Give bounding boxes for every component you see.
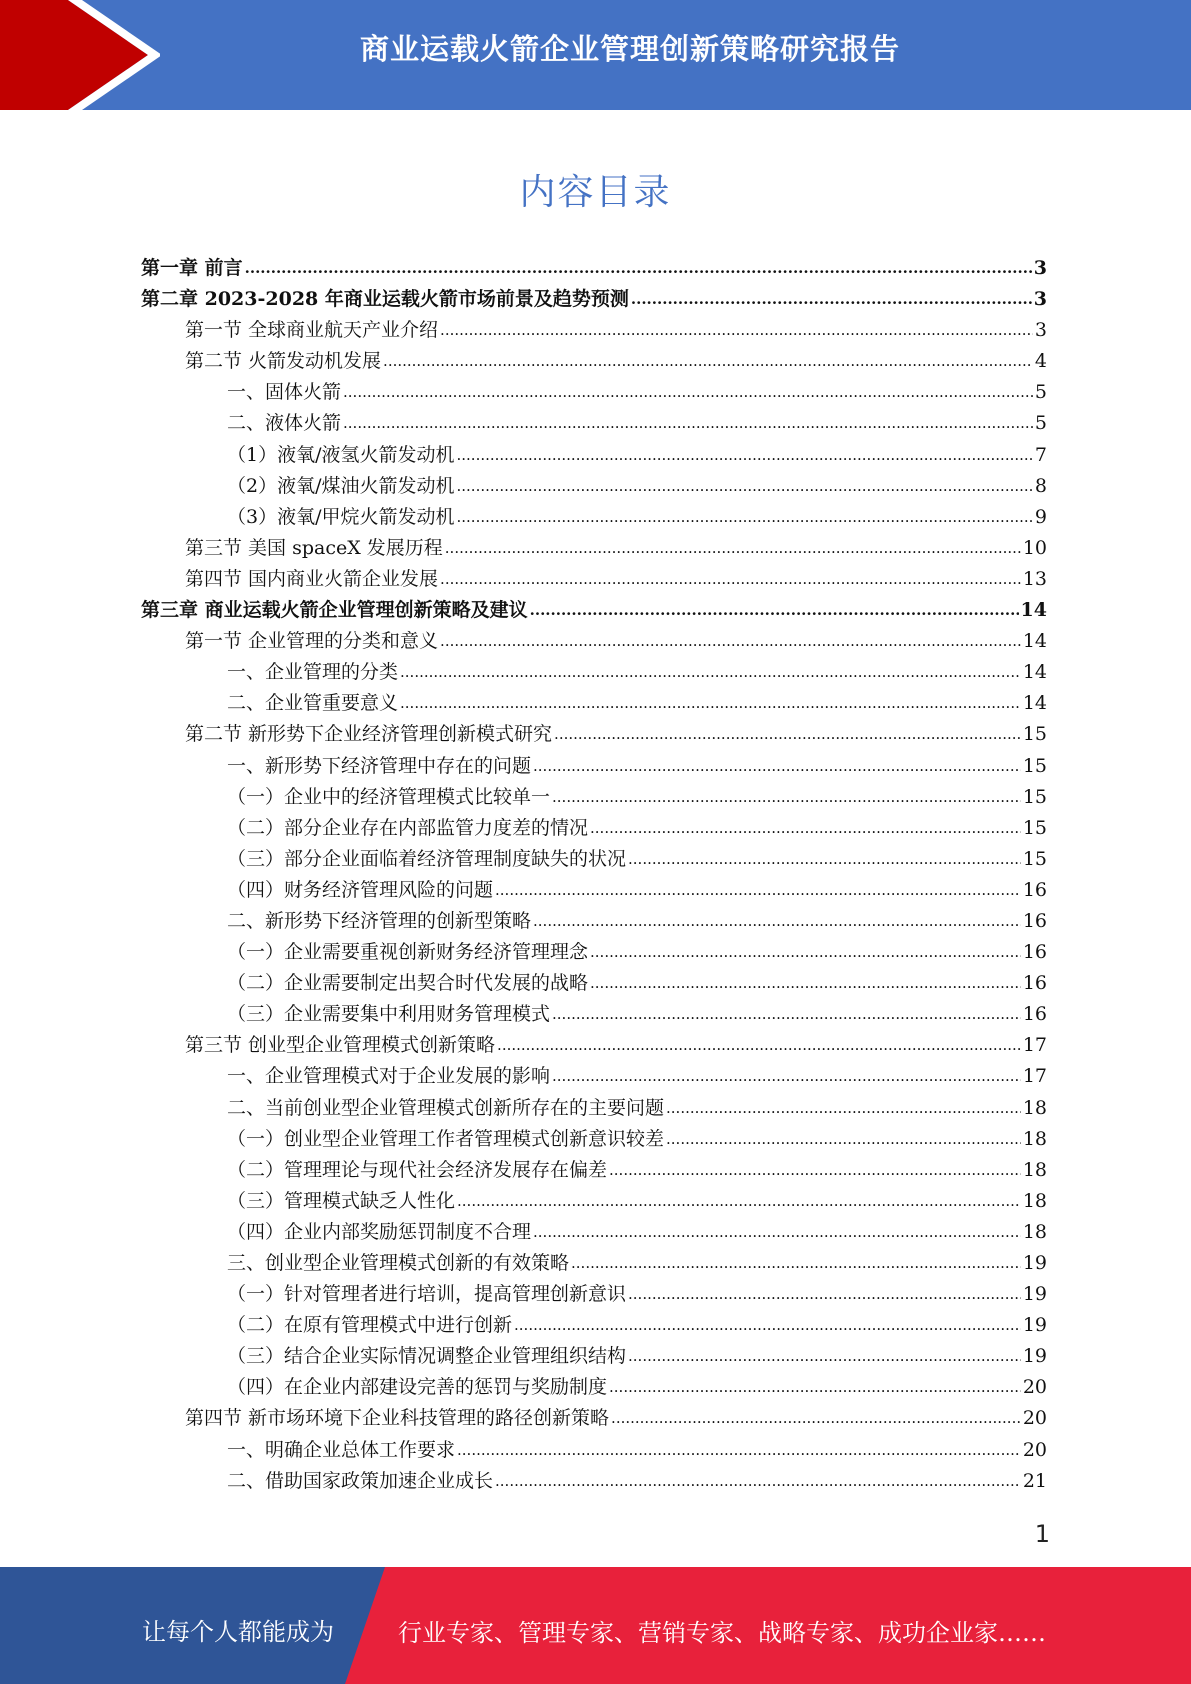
toc-entry-page: 17 [1022, 1034, 1047, 1057]
toc-dot-leader [552, 1001, 1021, 1020]
toc-entry[interactable] [141, 1217, 1047, 1248]
toc-dot-leader [495, 877, 1021, 896]
toc-entry[interactable] [141, 1093, 1047, 1124]
toc-dot-leader [609, 1157, 1021, 1176]
toc-entry-page: 18 [1022, 1096, 1047, 1119]
toc-entry-page: 5 [1034, 412, 1047, 435]
toc-dot-leader [571, 1250, 1021, 1269]
toc-entry-page: 3 [1033, 257, 1047, 279]
toc-dot-leader [666, 1095, 1021, 1114]
toc-entry-page: 20 [1022, 1438, 1047, 1461]
toc-entry[interactable] [141, 564, 1047, 595]
toc-entry[interactable] [141, 937, 1047, 968]
toc-entry-label: （一）创业型企业管理工作者管理模式创新意识较差 [227, 1127, 665, 1150]
toc-entry[interactable] [141, 719, 1047, 750]
toc-entry-page: 21 [1022, 1469, 1047, 1492]
toc-entry[interactable] [141, 253, 1047, 284]
toc-dot-leader [440, 628, 1021, 647]
red-chevron-icon [0, 0, 160, 110]
toc-dot-leader [666, 1126, 1021, 1145]
toc-entry-label: （二）在原有管理模式中进行创新 [227, 1314, 513, 1337]
toc-dot-leader [383, 348, 1033, 367]
toc-entry[interactable] [141, 968, 1047, 999]
toc-entry[interactable] [141, 1124, 1047, 1155]
toc-dot-leader [628, 846, 1021, 865]
toc-entry[interactable] [141, 688, 1047, 719]
toc-entry-label: （四）企业内部奖励惩罚制度不合理 [227, 1220, 532, 1243]
toc-entry-label: 第四节 国内商业火箭企业发展 [185, 567, 439, 590]
toc-dot-leader [445, 535, 1021, 554]
toc-dot-leader [497, 1032, 1021, 1051]
toc-entry[interactable] [141, 1061, 1047, 1092]
toc-entry-label: （一）针对管理者进行培训，提高管理创新意识 [227, 1283, 627, 1306]
toc-dot-leader [457, 442, 1033, 461]
toc-entry-label: 二、新形势下经济管理的创新型策略 [227, 909, 532, 932]
toc-entry[interactable] [141, 377, 1047, 408]
toc-entry-label: 第二章 2023-2028 年商业运载火箭市场前景及趋势预测 [141, 288, 629, 311]
toc-entry[interactable] [141, 315, 1047, 346]
toc-entry-label: （二）企业需要制定出契合时代发展的战略 [227, 972, 589, 995]
toc-dot-leader [590, 939, 1021, 958]
toc-entry-page: 7 [1034, 443, 1047, 466]
toc-entry-page: 14 [1022, 630, 1047, 653]
footer-slogan-left: 让每个人都能成为 [142, 1618, 334, 1646]
toc-entry-page: 16 [1022, 941, 1047, 964]
toc-entry-page: 15 [1022, 816, 1047, 839]
toc-entry-page: 19 [1022, 1345, 1047, 1368]
toc-entry-label: （三）结合企业实际情况调整企业管理组织结构 [227, 1345, 627, 1368]
toc-dot-leader [628, 1281, 1021, 1300]
toc-entry-label: 第一节 全球商业航天产业介绍 [185, 319, 439, 342]
toc-entry-label: （二）部分企业存在内部监管力度差的情况 [227, 816, 589, 839]
toc-entry-label: （三）管理模式缺乏人性化 [227, 1189, 456, 1212]
toc-entry-page: 4 [1034, 350, 1047, 373]
toc-dot-leader [457, 1437, 1021, 1456]
toc-dot-leader [590, 815, 1021, 834]
toc-entry-page: 19 [1022, 1314, 1047, 1337]
toc-entry-page: 15 [1022, 754, 1047, 777]
toc-entry-label: 二、液体火箭 [227, 412, 342, 435]
toc-entry-label: 第四节 新市场环境下企业科技管理的路径创新策略 [185, 1407, 610, 1430]
toc-dot-leader [343, 410, 1033, 429]
toc-dot-leader [514, 1312, 1021, 1331]
toc-entry-label: 一、固体火箭 [227, 381, 342, 404]
toc-entry-label: 第三节 创业型企业管理模式创新策略 [185, 1034, 496, 1057]
toc-entry-label: 第一章 前言 [141, 257, 243, 279]
toc-entry[interactable] [141, 1466, 1047, 1497]
toc-entry-label: （四）财务经济管理风险的问题 [227, 878, 494, 901]
toc-entry[interactable] [141, 471, 1047, 502]
toc-entry[interactable] [141, 1310, 1047, 1341]
toc-entry[interactable] [141, 1248, 1047, 1279]
toc-dot-leader [552, 784, 1021, 803]
toc-entry[interactable] [141, 1186, 1047, 1217]
toc-entry[interactable] [141, 1372, 1047, 1403]
toc-entry-label: 二、借助国家政策加速企业成长 [227, 1469, 494, 1492]
toc-entry-page: 14 [1020, 599, 1047, 622]
toc-entry-page: 16 [1022, 972, 1047, 995]
toc-entry-page: 15 [1022, 785, 1047, 808]
toc-entry-label: （三）企业需要集中利用财务管理模式 [227, 1003, 551, 1026]
toc-entry[interactable] [141, 906, 1047, 937]
header-banner [0, 0, 1191, 110]
toc-entry-label: （二）管理理论与现代社会经济发展存在偏差 [227, 1158, 608, 1181]
toc-entry-label: 第二节 火箭发动机发展 [185, 350, 382, 373]
toc-entry[interactable] [141, 782, 1047, 813]
toc-entry[interactable] [141, 657, 1047, 688]
toc-dot-leader [400, 659, 1021, 678]
toc-entry-page: 8 [1034, 474, 1047, 497]
toc-entry[interactable] [141, 999, 1047, 1030]
toc-entry-page: 18 [1022, 1127, 1047, 1150]
toc-entry[interactable] [141, 408, 1047, 439]
toc-dot-leader [457, 504, 1033, 523]
toc-entry-label: 二、当前创业型企业管理模式创新所存在的主要问题 [227, 1096, 665, 1119]
toc-entry-label: （一）企业需要重视创新财务经济管理理念 [227, 941, 589, 964]
toc-entry[interactable] [141, 1279, 1047, 1310]
toc-entry-page: 14 [1022, 661, 1047, 684]
toc-entry-page: 18 [1022, 1220, 1047, 1243]
toc-entry-label: 第三章 商业运载火箭企业管理创新策略及建议 [141, 599, 528, 622]
toc-entry[interactable] [141, 502, 1047, 533]
toc-dot-leader [554, 721, 1021, 740]
toc-entry-page: 13 [1022, 567, 1047, 590]
footer-slogan-right: 行业专家、管理专家、营销专家、战略专家、成功企业家…… [398, 1619, 1046, 1647]
footer-banner [0, 1567, 1191, 1684]
toc-entry-page: 3 [1034, 319, 1047, 342]
toc-entry-label: （1）液氧/液氢火箭发动机 [227, 443, 455, 466]
toc-dot-leader [400, 690, 1021, 709]
toc-entry-page: 20 [1022, 1407, 1047, 1430]
toc-entry[interactable] [141, 813, 1047, 844]
toc-dot-leader [533, 1219, 1021, 1238]
toc-dot-leader [611, 1405, 1021, 1424]
toc-entry-label: 一、企业管理模式对于企业发展的影响 [227, 1065, 551, 1088]
table-of-contents [141, 253, 1047, 1497]
toc-entry-page: 16 [1022, 1003, 1047, 1026]
toc-entry-label: （三）部分企业面临着经济管理制度缺失的状况 [227, 847, 627, 870]
toc-entry[interactable] [141, 875, 1047, 906]
toc-entry[interactable] [141, 595, 1047, 626]
toc-entry-page: 16 [1022, 878, 1047, 901]
toc-entry-label: （四）在企业内部建设完善的惩罚与奖励制度 [227, 1376, 608, 1399]
toc-entry-page: 10 [1022, 536, 1047, 559]
toc-entry-page: 17 [1022, 1065, 1047, 1088]
toc-dot-leader [590, 970, 1021, 989]
toc-entry-page: 9 [1034, 505, 1047, 528]
toc-entry-page: 18 [1022, 1158, 1047, 1181]
toc-entry-label: 一、企业管理的分类 [227, 661, 399, 684]
toc-entry[interactable] [141, 1341, 1047, 1372]
toc-entry-page: 16 [1022, 909, 1047, 932]
toc-entry-label: 第二节 新形势下企业经济管理创新模式研究 [185, 723, 553, 746]
toc-entry-page: 18 [1022, 1189, 1047, 1212]
toc-entry-label: 第一节 企业管理的分类和意义 [185, 630, 439, 653]
toc-entry[interactable] [141, 533, 1047, 564]
toc-entry[interactable] [141, 1403, 1047, 1434]
toc-dot-leader [343, 379, 1033, 398]
toc-heading: 内容目录 [519, 172, 672, 213]
toc-dot-leader [552, 1063, 1021, 1082]
toc-entry-label: （2）液氧/煤油火箭发动机 [227, 474, 455, 497]
toc-dot-leader [495, 1468, 1021, 1487]
toc-entry[interactable] [141, 844, 1047, 875]
toc-dot-leader [628, 1343, 1021, 1362]
toc-entry-label: 二、企业管重要意义 [227, 692, 399, 715]
toc-dot-leader [530, 597, 1019, 616]
toc-entry[interactable] [141, 1155, 1047, 1186]
toc-entry[interactable] [141, 1435, 1047, 1466]
toc-dot-leader [245, 255, 1032, 274]
toc-entry-page: 20 [1022, 1376, 1047, 1399]
toc-entry-page: 14 [1022, 692, 1047, 715]
toc-dot-leader [457, 473, 1033, 492]
toc-dot-leader [533, 908, 1021, 927]
toc-entry[interactable] [141, 1030, 1047, 1061]
toc-entry[interactable] [141, 346, 1047, 377]
toc-entry[interactable] [141, 284, 1047, 315]
toc-dot-leader [457, 1188, 1021, 1207]
page-number: 1 [1034, 1520, 1050, 1548]
report-title: 商业运载火箭企业管理创新策略研究报告 [359, 32, 900, 66]
toc-entry-page: 3 [1033, 288, 1047, 311]
toc-entry-page: 19 [1022, 1283, 1047, 1306]
toc-entry-label: 第三节 美国 spaceX 发展历程 [185, 536, 443, 559]
toc-entry-page: 15 [1022, 847, 1047, 870]
toc-entry-label: （一）企业中的经济管理模式比较单一 [227, 785, 551, 808]
toc-dot-leader [440, 317, 1033, 336]
toc-entry-page: 5 [1034, 381, 1047, 404]
toc-entry-label: （3）液氧/甲烷火箭发动机 [227, 505, 455, 528]
toc-entry[interactable] [141, 751, 1047, 782]
toc-entry-label: 一、新形势下经济管理中存在的问题 [227, 754, 532, 777]
toc-dot-leader [609, 1374, 1021, 1393]
toc-dot-leader [440, 566, 1021, 585]
toc-dot-leader [533, 753, 1021, 772]
toc-entry-page: 15 [1022, 723, 1047, 746]
toc-entry[interactable] [141, 440, 1047, 471]
toc-entry-page: 19 [1022, 1252, 1047, 1274]
toc-entry[interactable] [141, 626, 1047, 657]
toc-dot-leader [631, 286, 1032, 305]
toc-entry-label: 三、创业型企业管理模式创新的有效策略 [227, 1252, 570, 1274]
toc-entry-label: 一、明确企业总体工作要求 [227, 1438, 456, 1461]
